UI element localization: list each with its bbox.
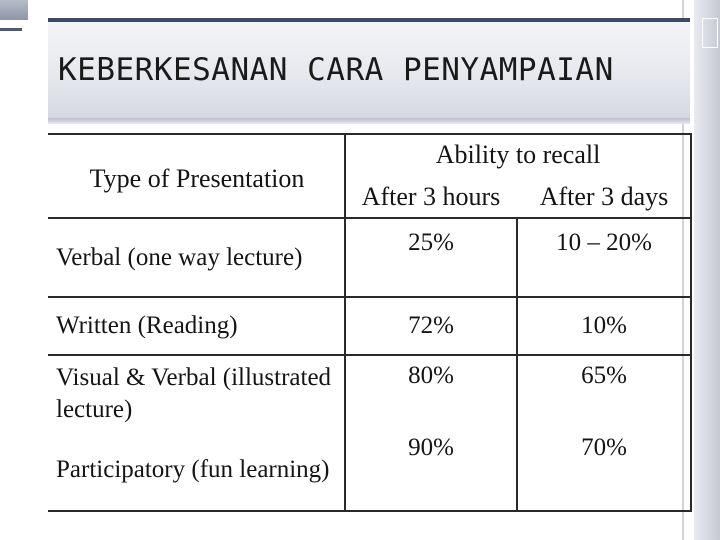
row-label-visual-verbal: Visual & Verbal (illustrated lecture)	[49, 355, 345, 429]
row-label-participatory: Participatory (fun learning)	[49, 429, 345, 511]
header-after-3-hours: After 3 hours	[345, 176, 517, 218]
right-decorative-box	[702, 18, 718, 48]
cell-visual-verbal-3-hours: 80%	[345, 355, 517, 429]
corner-decoration	[0, 0, 28, 20]
cell-visual-verbal-3-days: 65%	[517, 355, 691, 429]
header-ability-to-recall: Ability to recall	[345, 134, 691, 176]
cell-verbal-3-days: 10 – 20%	[517, 218, 691, 297]
header-row-group	[49, 134, 691, 176]
right-decorative-strip	[694, 0, 720, 540]
slide-title: KEBERKESANAN CARA PENYAMPAIAN	[58, 52, 614, 88]
header-type-of-presentation: Type of Presentation	[49, 134, 345, 218]
table-row	[49, 429, 691, 511]
row-label-written: Written (Reading)	[49, 297, 345, 355]
row-label-verbal: Verbal (one way lecture)	[49, 218, 345, 297]
table-row	[49, 218, 691, 297]
header-after-3-days: After 3 days	[517, 176, 691, 218]
table-row	[49, 355, 691, 429]
table-row	[49, 297, 691, 355]
recall-table	[48, 133, 692, 512]
cell-participatory-3-hours: 90%	[345, 429, 517, 511]
cell-verbal-3-hours: 25%	[345, 218, 517, 297]
cell-participatory-3-days: 70%	[517, 429, 691, 511]
title-bar-shadow	[48, 118, 690, 124]
cell-written-3-hours: 72%	[345, 297, 517, 355]
corner-accent-line	[0, 28, 22, 31]
cell-written-3-days: 10%	[517, 297, 691, 355]
